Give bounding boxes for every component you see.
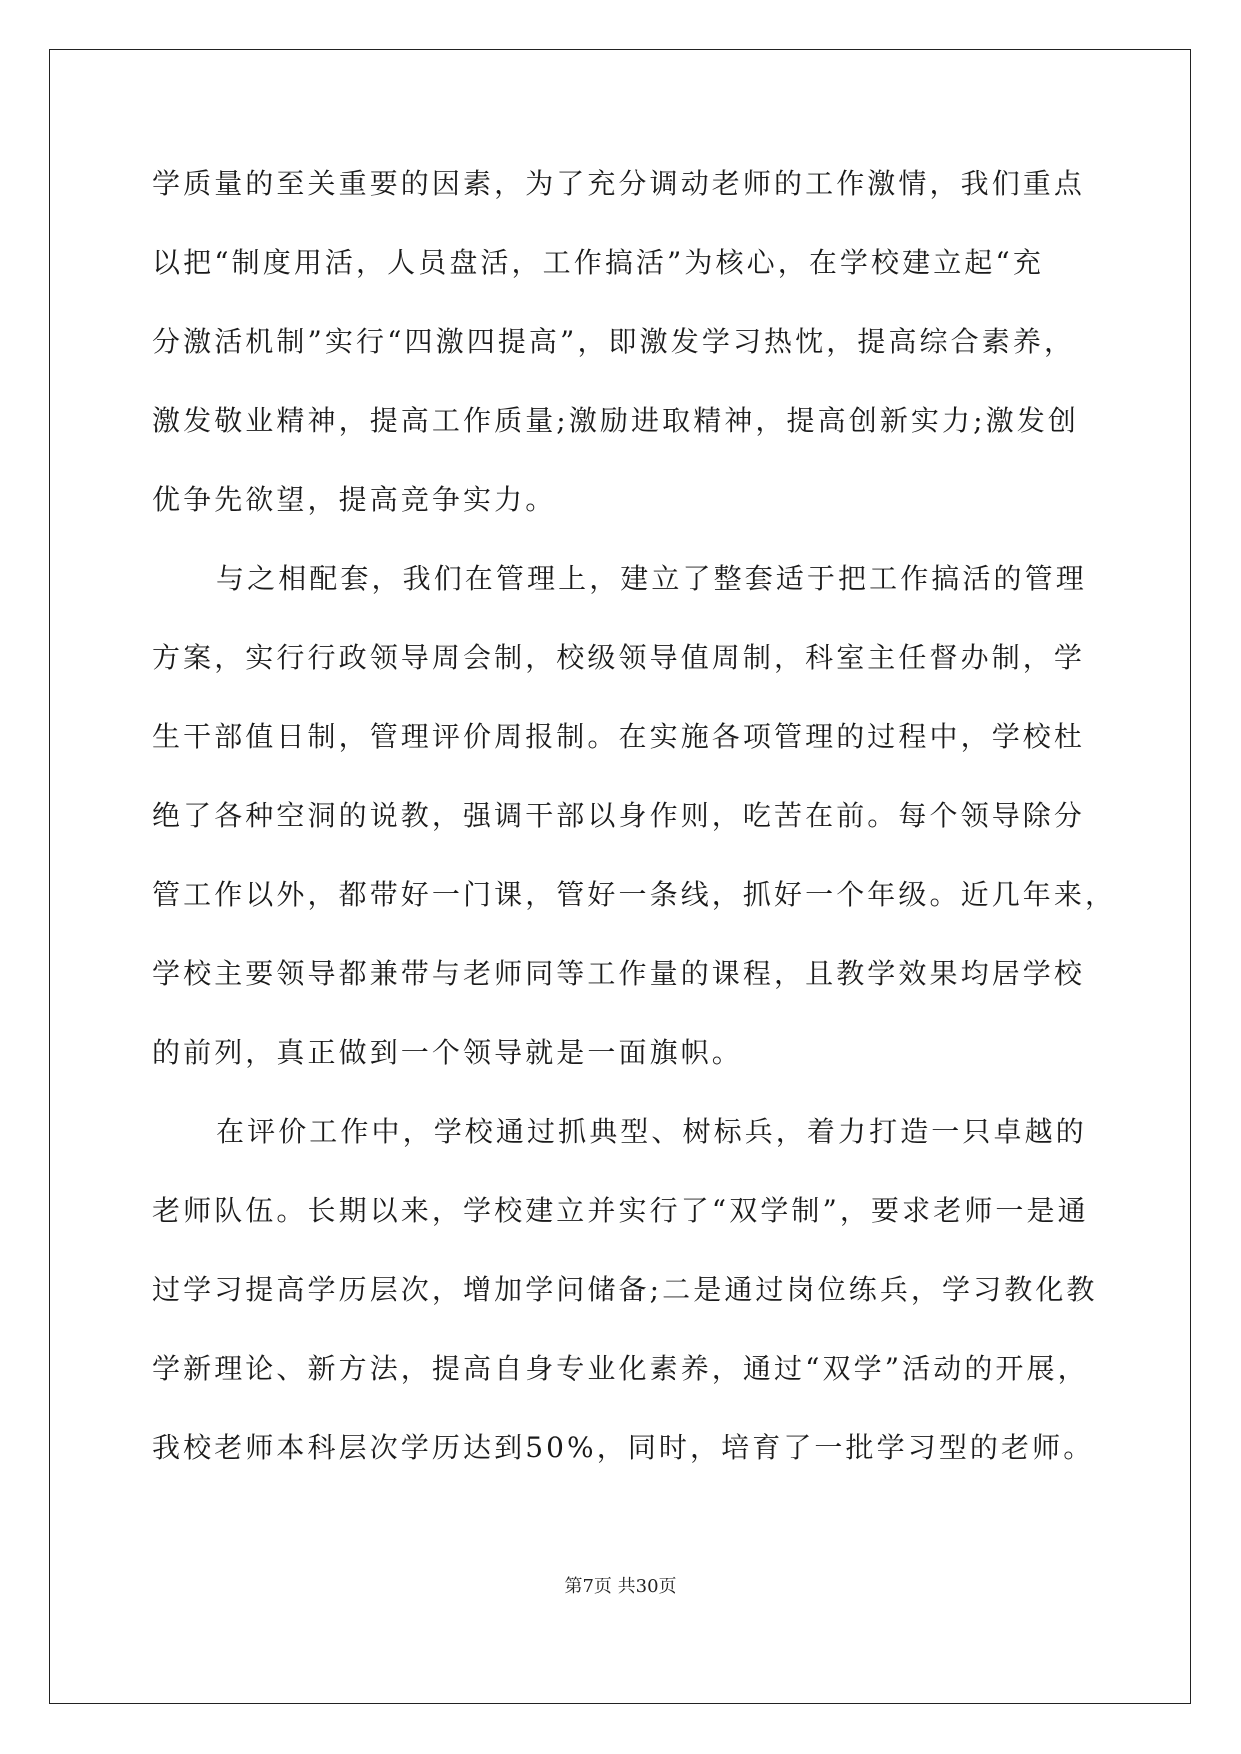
text-line: 分激活机制”实行“四激四提高”，即激发学习热忱，提高综合素养， (152, 325, 1076, 358)
text-line: 学新理论、新方法，提高自身专业化素养，通过“双学”活动的开展， (152, 1352, 1089, 1385)
text-line: 管工作以外，都带好一门课，管好一条线，抓好一个年级。近几年来， (152, 878, 1117, 911)
text-line: 生干部值日制，管理评价周报制。在实施各项管理的过程中，学校杜 (152, 720, 1086, 753)
text-line: 方案，实行行政领导周会制，校级领导值周制，科室主任督办制，学 (152, 641, 1086, 674)
text-line: 老师队伍。长期以来，学校建立并实行了“双学制”，要求老师一是通 (152, 1194, 1089, 1227)
text-line: 的前列，真正做到一个领导就是一面旗帜。 (152, 1036, 743, 1069)
paragraph-start-line: 在评价工作中，学校通过抓典型、树标兵，着力打造一只卓越的 (216, 1115, 1087, 1148)
text-line: 优争先欲望，提高竞争实力。 (152, 483, 557, 516)
text-line: 我校老师本科层次学历达到50%，同时，培育了一批学习型的老师。 (152, 1431, 1095, 1464)
page-number-footer: 第7页 共30页 (564, 1576, 677, 1597)
text-line: 激发敬业精神，提高工作质量;激励进取精神，提高创新实力;激发创 (152, 404, 1079, 437)
text-line: 学质量的至关重要的因素，为了充分调动老师的工作激情，我们重点 (152, 167, 1086, 200)
text-line: 绝了各种空洞的说教，强调干部以身作则，吃苦在前。每个领导除分 (152, 799, 1086, 832)
document-body (152, 160, 1117, 1503)
text-line: 过学习提高学历层次，增加学问储备;二是通过岗位练兵，学习教化教 (152, 1273, 1098, 1306)
text-line: 以把“制度用活，人员盘活，工作搞活”为核心，在学校建立起“充 (152, 246, 1044, 279)
paragraph-start-line: 与之相配套，我们在管理上，建立了整套适于把工作搞活的管理 (216, 562, 1087, 595)
text-line: 学校主要领导都兼带与老师同等工作量的课程，且教学效果均居学校 (152, 957, 1086, 990)
